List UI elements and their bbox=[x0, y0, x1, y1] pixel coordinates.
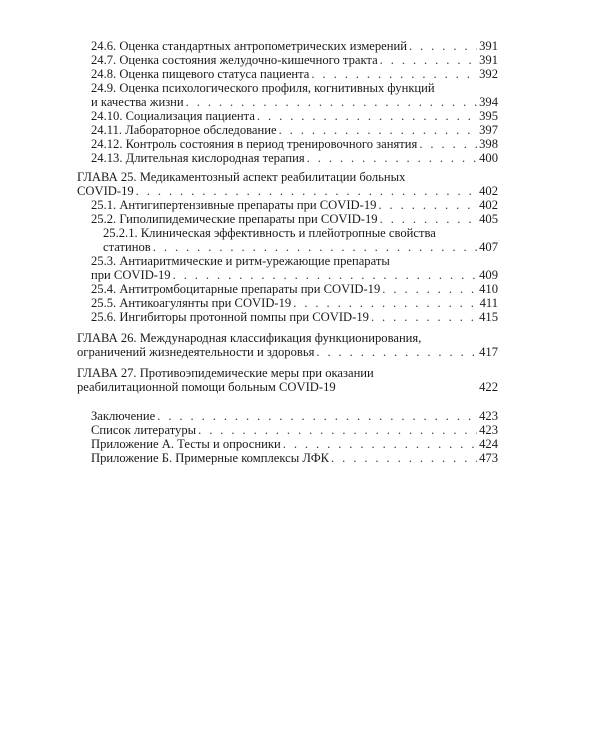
toc-chapter-27[interactable] bbox=[77, 380, 498, 394]
toc-entry-title: 25.5. Антикоагулянты при COVID-19 bbox=[91, 296, 292, 310]
toc-entry-title: COVID-19 bbox=[77, 184, 134, 198]
toc-entry-conclusion[interactable] bbox=[91, 409, 498, 423]
toc-entry-24-6[interactable] bbox=[91, 39, 498, 53]
toc-chapter-26[interactable] bbox=[77, 345, 498, 359]
toc-page-number: 405 bbox=[479, 212, 498, 226]
dot-leader bbox=[198, 423, 477, 437]
toc-page-number: 391 bbox=[479, 39, 498, 53]
toc-entry-24-7[interactable] bbox=[91, 53, 498, 67]
toc-entry-25-2-1[interactable] bbox=[103, 240, 498, 254]
toc-page-number: 411 bbox=[479, 296, 498, 310]
toc-entry-25-6[interactable] bbox=[91, 310, 498, 324]
toc-page-number: 397 bbox=[479, 123, 498, 137]
toc-entry-title: 25.2. Гиполипидемические препараты при COVID-19 bbox=[91, 212, 378, 226]
toc-entry-appendix-a[interactable] bbox=[91, 437, 498, 451]
toc-entry-25-1[interactable] bbox=[91, 198, 498, 212]
toc-entry-24-10[interactable] bbox=[91, 109, 498, 123]
toc-chapter-25-line1[interactable]: ГЛАВА 25. Медикаментозный аспект реабилитации больных bbox=[77, 170, 406, 184]
toc-page-number: 398 bbox=[479, 137, 498, 151]
dot-leader bbox=[380, 53, 477, 67]
dot-leader bbox=[419, 137, 477, 151]
dot-leader bbox=[283, 437, 477, 451]
toc-entry-title: реабилитационной помощи больным COVID-19 bbox=[77, 380, 336, 394]
toc-entry-title: Заключение bbox=[91, 409, 156, 423]
toc-entry-25-4[interactable] bbox=[91, 282, 498, 296]
toc-entry-title: и качества жизни bbox=[91, 95, 184, 109]
toc-page-number: 423 bbox=[479, 423, 498, 437]
toc-page-number: 392 bbox=[479, 67, 498, 81]
toc-page-number: 407 bbox=[479, 240, 498, 254]
toc-entry-25-5[interactable] bbox=[91, 296, 498, 310]
toc-entry-24-8[interactable] bbox=[91, 67, 498, 81]
toc-entry-title: 24.10. Социализация пациента bbox=[91, 109, 255, 123]
toc-entry-title: 24.12. Контроль состояния в период тренировочного занятия bbox=[91, 137, 418, 151]
dot-leader bbox=[311, 67, 477, 81]
toc-entry-25-2-1-line1[interactable]: 25.2.1. Клиническая эффективность и плейотропные свойства bbox=[103, 226, 436, 240]
toc-page-number: 400 bbox=[479, 151, 498, 165]
toc-page-number: 402 bbox=[479, 198, 498, 212]
dot-leader bbox=[173, 268, 478, 282]
toc-entry-title: Приложение Б. Примерные комплексы ЛФК bbox=[91, 451, 330, 465]
dot-leader bbox=[382, 282, 477, 296]
toc-page-number: 473 bbox=[479, 451, 498, 465]
dot-leader bbox=[378, 198, 477, 212]
toc-entry-title: ограничений жизнедеятельности и здоровья bbox=[77, 345, 315, 359]
dot-leader bbox=[136, 184, 477, 198]
toc-entry-24-9[interactable] bbox=[91, 95, 498, 109]
toc-page-number: 391 bbox=[479, 53, 498, 67]
toc-page-number: 410 bbox=[479, 282, 498, 296]
dot-leader bbox=[153, 240, 477, 254]
dot-leader bbox=[257, 109, 477, 123]
toc-entry-title: при COVID-19 bbox=[91, 268, 171, 282]
toc-entry-title: Приложение А. Тесты и опросники bbox=[91, 437, 281, 451]
toc-entry-25-2[interactable] bbox=[91, 212, 498, 226]
dot-leader bbox=[186, 95, 477, 109]
toc-entry-title: 25.4. Антитромбоцитарные препараты при COVID-19 bbox=[91, 282, 381, 296]
toc-page-number: 409 bbox=[479, 268, 498, 282]
dot-leader bbox=[279, 123, 478, 137]
toc-page-number: 402 bbox=[479, 184, 498, 198]
toc-page-number: 395 bbox=[479, 109, 498, 123]
toc-entry-references[interactable] bbox=[91, 423, 498, 437]
dot-leader bbox=[157, 409, 477, 423]
toc-page-number: 417 bbox=[479, 345, 498, 359]
toc-entry-25-3-line1[interactable]: 25.3. Антиаритмические и ритм-урежающие препараты bbox=[91, 254, 390, 268]
toc-entry-title: 25.1. Антигипертензивные препараты при COVID-19 bbox=[91, 198, 377, 212]
toc-entry-24-13[interactable] bbox=[91, 151, 498, 165]
toc-entry-appendix-b[interactable] bbox=[91, 451, 498, 465]
toc-chapter-27-line1[interactable]: ГЛАВА 27. Противоэпидемические меры при оказании bbox=[77, 366, 374, 380]
toc-page-number: 415 bbox=[479, 310, 498, 324]
toc-entry-title: 24.13. Длительная кислородная терапия bbox=[91, 151, 305, 165]
toc-entry-24-9-line1[interactable]: 24.9. Оценка психологического профиля, когнитивных функций bbox=[91, 81, 435, 95]
toc-entry-title: 24.11. Лабораторное обследование bbox=[91, 123, 277, 137]
toc-chapter-26-line1[interactable]: ГЛАВА 26. Международная классификация функционирования, bbox=[77, 331, 422, 345]
toc-entry-title: 24.6. Оценка стандартных антропометрических измерений bbox=[91, 39, 407, 53]
toc-entry-title: 24.7. Оценка состояния желудочно-кишечного тракта bbox=[91, 53, 378, 67]
dot-leader bbox=[316, 345, 477, 359]
toc-chapter-25[interactable] bbox=[77, 184, 498, 198]
dot-leader bbox=[307, 151, 477, 165]
toc-entry-title: 25.6. Ингибиторы протонной помпы при COVID-19 bbox=[91, 310, 369, 324]
dot-leader bbox=[371, 310, 477, 324]
toc-page-number: 424 bbox=[479, 437, 498, 451]
toc-page-number: 423 bbox=[479, 409, 498, 423]
toc-page-number: 394 bbox=[479, 95, 498, 109]
toc-entry-24-12[interactable] bbox=[91, 137, 498, 151]
toc-page-number: 422 bbox=[479, 380, 498, 394]
toc-entry-title: статинов bbox=[103, 240, 151, 254]
dot-leader bbox=[293, 296, 477, 310]
dot-leader bbox=[331, 451, 477, 465]
toc-entry-24-11[interactable] bbox=[91, 123, 498, 137]
toc-entry-title: Список литературы bbox=[91, 423, 197, 437]
toc-entry-25-3[interactable] bbox=[91, 268, 498, 282]
toc-entry-title: 24.8. Оценка пищевого статуса пациента bbox=[91, 67, 310, 81]
dot-leader bbox=[380, 212, 478, 226]
dot-leader bbox=[409, 39, 477, 53]
